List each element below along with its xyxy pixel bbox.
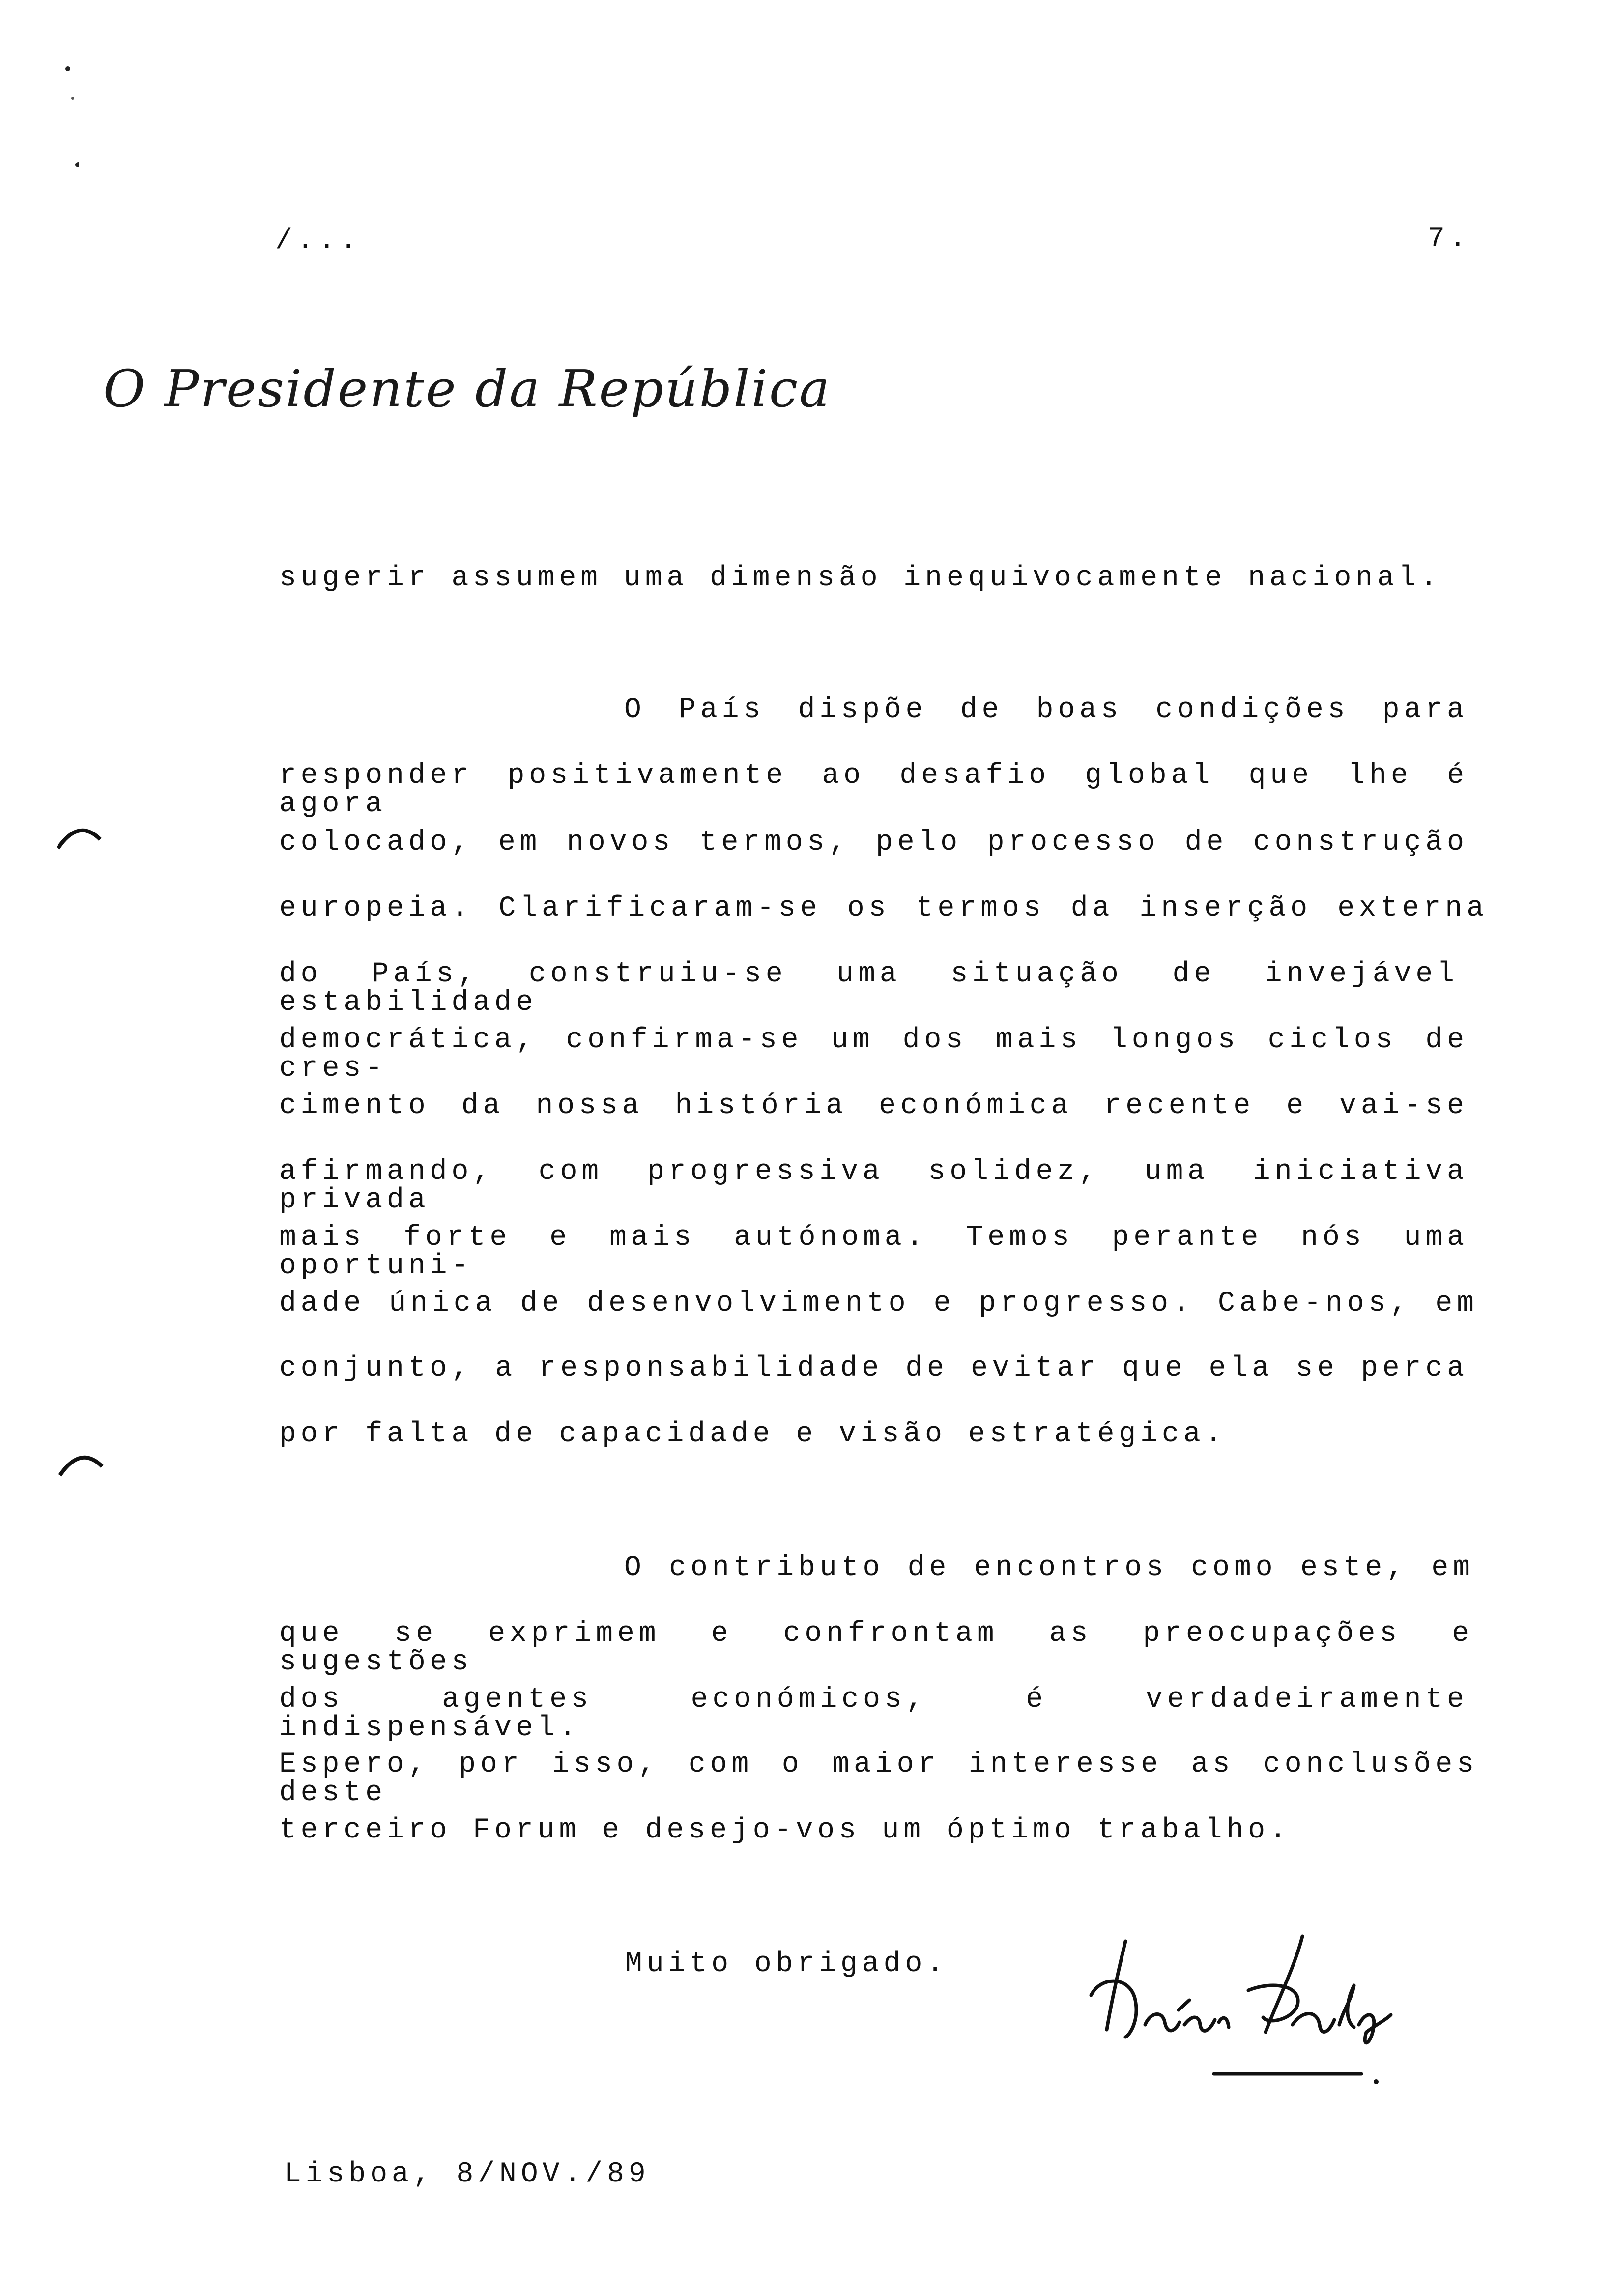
para2-line-2: responder positivamente ao desafio global que lhe é agora	[279, 760, 1468, 820]
place-date: Lisboa, 8/NOV./89	[284, 2158, 650, 2190]
para2-line-8: afirmando, com progressiva solidez, uma iniciativa privada	[279, 1156, 1468, 1216]
para2-line-9: mais forte e mais autónoma. Temos perante nós uma oportuni-	[279, 1222, 1468, 1282]
closing-line: Muito obrigado.	[625, 1948, 949, 1980]
body-line-1: sugerir assumem uma dimensão inequivocamente nacional.	[279, 562, 1442, 594]
para2-line-4: europeia. Clarificaram-se os termos da inserção externa	[279, 892, 1488, 924]
para3-line-5: terceiro Forum e desejo-vos um óptimo trabalho.	[279, 1814, 1291, 1846]
binder-hole-mark-upper	[49, 820, 108, 859]
page-dot-mark	[59, 59, 79, 177]
continuation-mark: /...	[275, 225, 362, 257]
para3-line-4: Espero, por isso, com o maior interesse as conclusões deste	[279, 1749, 1478, 1809]
para2-line-1: O País dispõe de boas condições para	[624, 694, 1468, 726]
binder-hole-mark-lower	[51, 1447, 110, 1486]
para2-line-6: democrática, confirma-se um dos mais longos ciclos de cres-	[279, 1024, 1468, 1085]
para2-line-5: do País, construiu-se uma situação de invejável estabilidade	[279, 958, 1459, 1019]
para2-line-7: cimento da nossa história económica recente e vai-se	[279, 1090, 1468, 1122]
para2-line-3: colocado, em novos termos, pelo processo de construção	[279, 827, 1468, 859]
para2-line-10: dade única de desenvolvimento e progresso. Cabe-nos, em	[279, 1288, 1478, 1320]
para2-line-11: conjunto, a responsabilidade de evitar que ela se perca	[279, 1352, 1468, 1384]
page-number: 7.	[1428, 223, 1471, 255]
signature	[1071, 1926, 1406, 2094]
letterhead: O Presidente da República	[103, 359, 832, 419]
para3-line-2: que se exprimem e confrontam as preocupações e sugestões	[279, 1618, 1473, 1678]
para2-line-12: por falta de capacidade e visão estratégica.	[279, 1418, 1227, 1450]
para3-line-1: O contributo de encontros como este, em	[624, 1552, 1474, 1584]
para3-line-3: dos agentes económicos, é verdadeiramente indispensável.	[279, 1684, 1468, 1744]
